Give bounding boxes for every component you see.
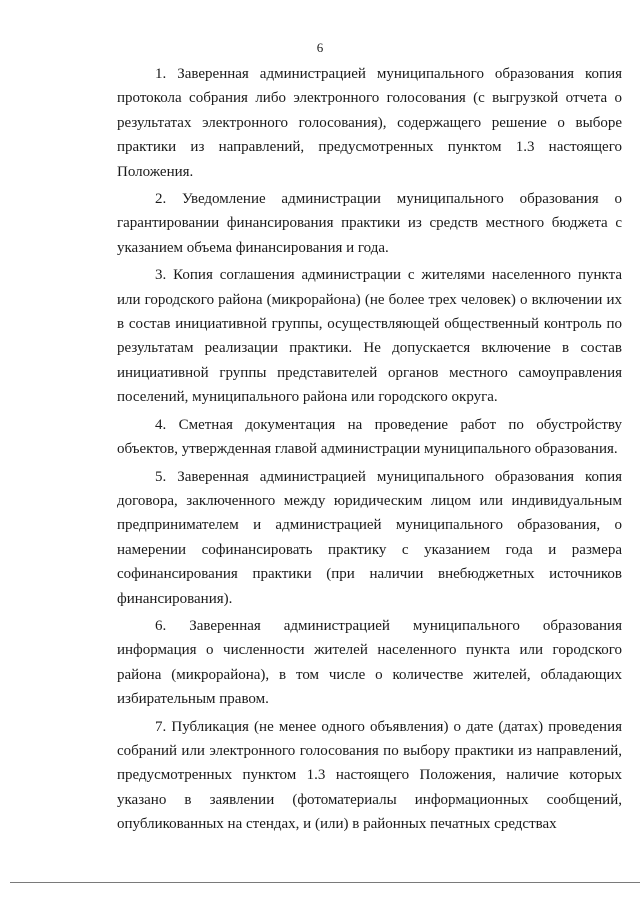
paragraph-item-1: 1. Заверенная администрацией муниципального образования копия протокола собрания либо электронного голосования (с выгрузкой отчета о результатах электронного голосования), содержащего решение о выборе практики из направлений, предусмотренных пунктом 1.3 настоящего Положения. xyxy=(117,66,622,180)
paragraph-item-2: 2. Уведомление администрации муниципального образования о гарантировании финансирования практики из средств местного бюджета с указанием объема финансирования и года. xyxy=(117,191,622,256)
paragraph-item-6: 6. Заверенная администрацией муниципального образования информация о численности жителей населенного пункта или городского района (микрорайона), в том числе о количестве жителей, обладающих избирательным правом. xyxy=(117,617,622,708)
document-body xyxy=(117,62,622,840)
paragraph-item-3: 3. Копия соглашения администрации с жителями населенного пункта или городского района (микрорайона) (не более трех человек) о включении их в состав инициативной группы, осуществляющей общественный контроль по результатам реализации практики. Не допускается включение в состав инициативной группы представителей органов местного самоуправления поселений, муниципального района или городского округа. xyxy=(117,267,622,406)
page-number: 6 xyxy=(316,40,324,55)
footer-divider xyxy=(10,882,640,883)
paragraph-item-5: 5. Заверенная администрацией муниципального образования копия договора, заключенного между юридическим лицом или индивидуальным предпринимателем и администрацией муниципального образования, о намерении софинансировать практику с указанием года и размера софинансирования практики (при наличии внебюджетных источников финансирования). xyxy=(117,468,622,607)
paragraph-item-4: 4. Сметная документация на проведение работ по обустройству объектов, утвержденная главой администрации муниципального образования. xyxy=(117,416,622,458)
paragraph-item-7: 7. Публикация (не менее одного объявления) о дате (датах) проведения собраний или электронного голосования по выбору практики из направлений, предусмотренных пунктом 1.3 настоящего Положения, наличие которых указано в заявлении (фотоматериалы информационных сообщений, опубликованных на стендах, и (или) в районных печатных средствах xyxy=(117,718,622,833)
